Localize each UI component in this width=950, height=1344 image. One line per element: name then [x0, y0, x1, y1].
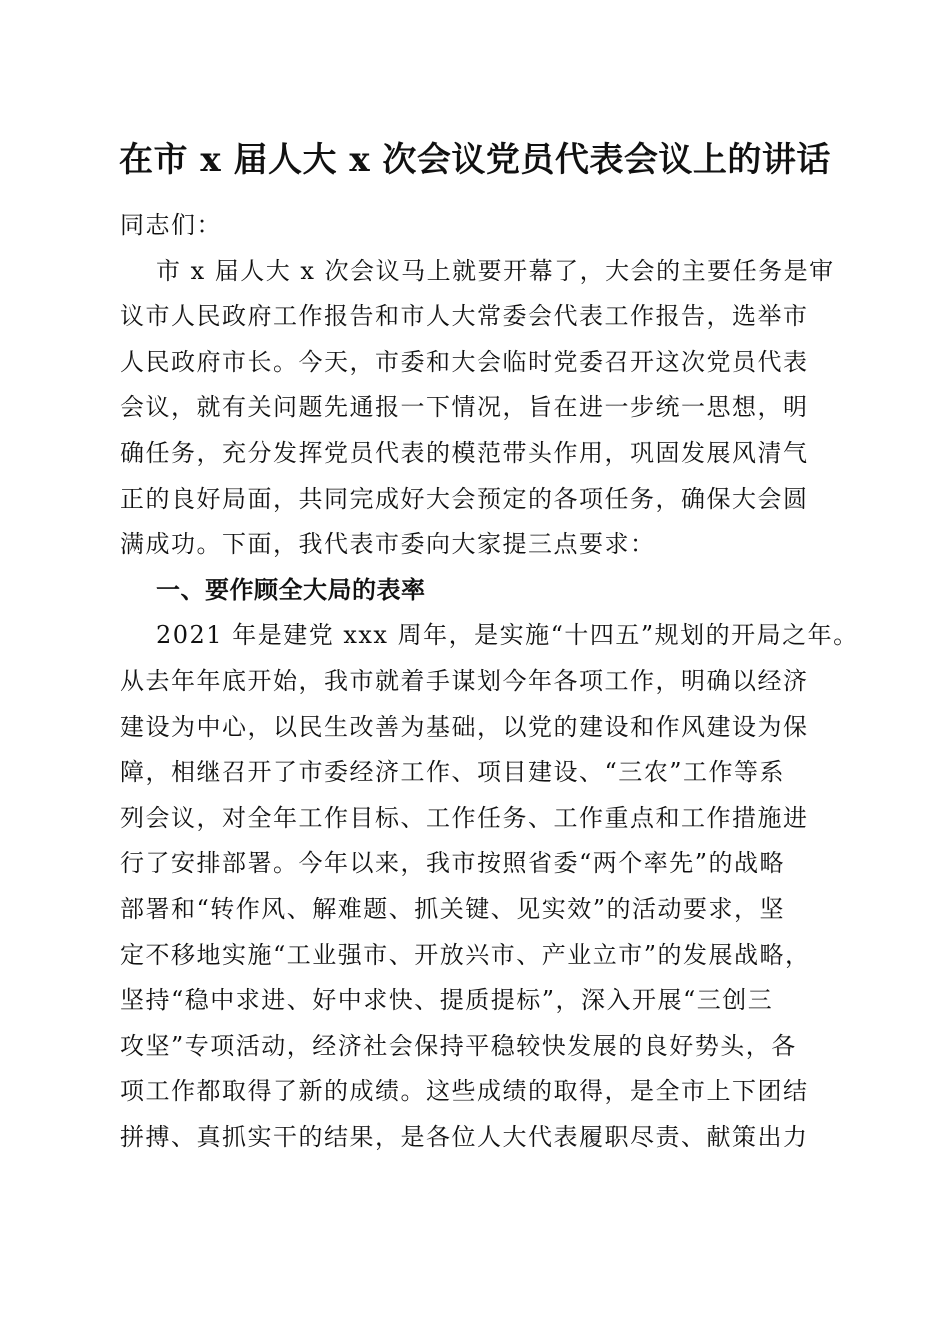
body-line: 议市人民政府工作报告和市人大常委会代表工作报告，选举市 [120, 302, 809, 331]
salutation: 同志们： [120, 211, 222, 239]
body-line: 坚持“稳中求进、好中求快、提质提标”，深入开展“三创三 [120, 986, 774, 1015]
body-line: 项工作都取得了新的成绩。这些成绩的取得，是全市上下团结 [120, 1077, 809, 1106]
body-line: 满成功。下面，我代表市委向大家提三点要求： [120, 530, 656, 559]
page-title: 在市 x 届人大 x 次会议党员代表会议上的讲话 [119, 140, 831, 180]
body-line: 建设为中心，以民生改善为基础，以党的建设和作风建设为保 [120, 712, 809, 741]
body-line: 会议，就有关问题先通报一下情况，旨在进一步统一思想，明 [120, 393, 809, 422]
body-line: 部署和“转作风、解难题、抓关键、见实效”的活动要求，坚 [120, 894, 786, 923]
body-line: 人民政府市长。今天，市委和大会临时党委召开这次党员代表 [120, 347, 809, 376]
body-line: 确任务，充分发挥党员代表的模范带头作用，巩固发展风清气 [120, 438, 809, 467]
speech-body [120, 203, 859, 1160]
body-line: 障，相继召开了市委经济工作、项目建设、“三农”工作等系 [120, 758, 786, 787]
body-line: 市 x 届人大 x 次会议马上就要开幕了，大会的主要任务是审 [156, 256, 835, 285]
body-line: 攻坚”专项活动，经济社会保持平稳较快发展的良好势头，各 [120, 1031, 797, 1060]
body-line: 拼搏、真抓实干的结果，是各位人大代表履职尽责、献策出力 [120, 1122, 809, 1151]
body-line: 2021 年是建党 xxx 周年，是实施“十四五”规划的开局之年。 [156, 621, 859, 650]
body-lines [120, 249, 859, 1161]
body-line: 行了安排部署。今年以来，我市按照省委“两个率先”的战略 [120, 849, 786, 878]
body-line: 正的良好局面，共同完成好大会预定的各项任务，确保大会圆 [120, 484, 809, 513]
body-line: 列会议，对全年工作目标、工作任务、工作重点和工作措施进 [120, 803, 809, 832]
body-line: 定不移地实施“工业强市、开放兴市、产业立市”的发展战略， [120, 940, 811, 969]
body-line: 从去年年底开始，我市就着手谋划今年各项工作，明确以经济 [120, 666, 809, 695]
section-heading: 一、要作顾全大局的表率 [156, 575, 426, 604]
